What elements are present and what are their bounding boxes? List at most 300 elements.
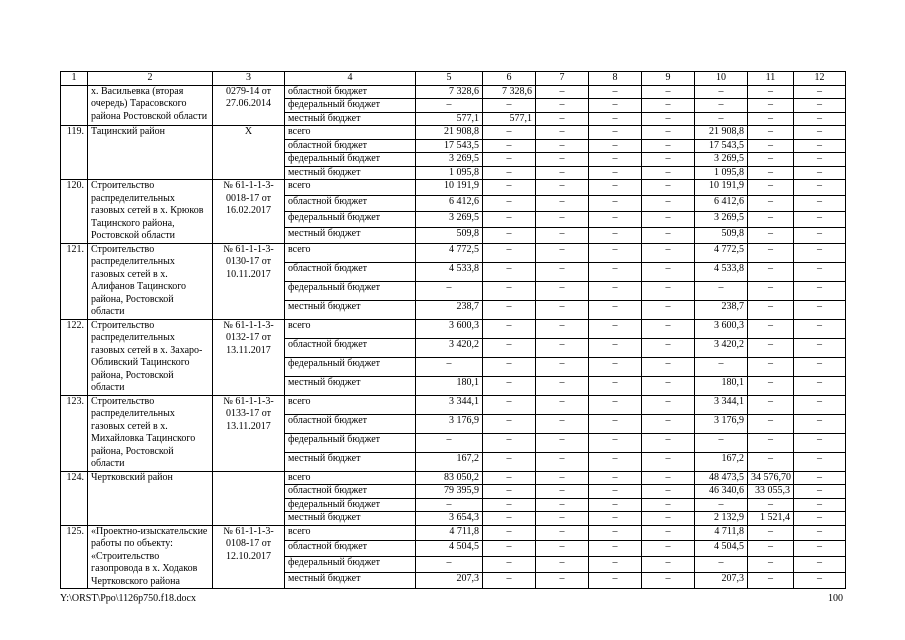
amount-cell: – bbox=[589, 227, 642, 243]
amount-cell: – bbox=[536, 414, 589, 433]
amount-cell: 167,2 bbox=[695, 452, 748, 471]
amount-cell: – bbox=[642, 99, 695, 113]
amount-cell: 7 328,6 bbox=[483, 85, 536, 99]
amount-cell: – bbox=[794, 338, 846, 357]
footer-page-number: 100 bbox=[828, 593, 843, 604]
amount-cell: – bbox=[536, 433, 589, 452]
expertise-number: № 61-1-1-3-0130-17 от 10.11.2017 bbox=[213, 243, 285, 319]
amount-cell: – bbox=[589, 376, 642, 395]
amount-cell: – bbox=[536, 525, 589, 541]
amount-cell: – bbox=[695, 112, 748, 126]
amount-cell: – bbox=[794, 211, 846, 227]
amount-cell: – bbox=[483, 195, 536, 211]
amount-cell: 180,1 bbox=[695, 376, 748, 395]
amount-cell: – bbox=[695, 433, 748, 452]
funding-source: всего bbox=[285, 180, 416, 196]
amount-cell: – bbox=[536, 195, 589, 211]
amount-cell: – bbox=[748, 227, 794, 243]
amount-cell: – bbox=[589, 557, 642, 573]
amount-cell: – bbox=[642, 166, 695, 180]
amount-cell: – bbox=[536, 557, 589, 573]
amount-cell: 3 344,1 bbox=[416, 395, 483, 414]
funding-source: федеральный бюджет bbox=[285, 498, 416, 512]
amount-cell: – bbox=[536, 338, 589, 357]
amount-cell: 33 055,3 bbox=[748, 485, 794, 499]
amount-cell: – bbox=[794, 262, 846, 281]
amount-cell: – bbox=[483, 227, 536, 243]
amount-cell: 577,1 bbox=[483, 112, 536, 126]
amount-cell: – bbox=[589, 85, 642, 99]
amount-cell: – bbox=[695, 357, 748, 376]
amount-cell: – bbox=[642, 195, 695, 211]
amount-cell: – bbox=[483, 376, 536, 395]
amount-cell: – bbox=[642, 395, 695, 414]
amount-cell: 6 412,6 bbox=[695, 195, 748, 211]
object-name: Тацинский район bbox=[88, 126, 213, 180]
table-row bbox=[61, 126, 846, 140]
amount-cell: – bbox=[483, 357, 536, 376]
amount-cell: 34 576,70 bbox=[748, 471, 794, 485]
amount-cell: – bbox=[536, 227, 589, 243]
amount-cell: 3 269,5 bbox=[416, 153, 483, 167]
amount-cell: – bbox=[589, 512, 642, 526]
amount-cell: – bbox=[748, 541, 794, 557]
amount-cell: 238,7 bbox=[695, 300, 748, 319]
amount-cell: 4 533,8 bbox=[695, 262, 748, 281]
amount-cell: – bbox=[794, 243, 846, 262]
amount-cell: – bbox=[642, 541, 695, 557]
amount-cell: 4 711,8 bbox=[695, 525, 748, 541]
amount-cell: – bbox=[536, 319, 589, 338]
row-number: 125. bbox=[61, 525, 88, 589]
amount-cell: 1 095,8 bbox=[416, 166, 483, 180]
amount-cell: – bbox=[794, 166, 846, 180]
amount-cell: – bbox=[748, 338, 794, 357]
amount-cell: 3 269,5 bbox=[416, 211, 483, 227]
amount-cell: – bbox=[483, 525, 536, 541]
funding-source: всего bbox=[285, 243, 416, 262]
amount-cell: – bbox=[794, 452, 846, 471]
amount-cell: – bbox=[483, 433, 536, 452]
amount-cell: – bbox=[794, 376, 846, 395]
amount-cell: – bbox=[536, 512, 589, 526]
amount-cell: – bbox=[536, 112, 589, 126]
row-number: 123. bbox=[61, 395, 88, 471]
table-row bbox=[61, 525, 846, 541]
amount-cell: – bbox=[589, 525, 642, 541]
amount-cell: – bbox=[642, 471, 695, 485]
amount-cell: – bbox=[748, 300, 794, 319]
amount-cell: – bbox=[536, 153, 589, 167]
amount-cell: – bbox=[416, 99, 483, 113]
amount-cell: – bbox=[642, 243, 695, 262]
amount-cell: – bbox=[589, 112, 642, 126]
table-row bbox=[61, 180, 846, 196]
amount-cell: – bbox=[483, 485, 536, 499]
amount-cell: – bbox=[483, 557, 536, 573]
column-number-row bbox=[61, 72, 846, 86]
expertise-number: 0279-14 от 27.06.2014 bbox=[213, 85, 285, 126]
amount-cell: – bbox=[536, 395, 589, 414]
amount-cell: – bbox=[748, 452, 794, 471]
amount-cell: 180,1 bbox=[416, 376, 483, 395]
amount-cell: 3 420,2 bbox=[416, 338, 483, 357]
expertise-number: № 61-1-1-3-0018-17 от 16.02.2017 bbox=[213, 180, 285, 244]
amount-cell: – bbox=[483, 338, 536, 357]
amount-cell: 3 600,3 bbox=[695, 319, 748, 338]
column-number-2: 2 bbox=[88, 72, 213, 86]
amount-cell: – bbox=[483, 180, 536, 196]
amount-cell: – bbox=[642, 452, 695, 471]
amount-cell: – bbox=[642, 211, 695, 227]
amount-cell: – bbox=[416, 357, 483, 376]
amount-cell: – bbox=[536, 139, 589, 153]
amount-cell: – bbox=[536, 211, 589, 227]
row-number: 120. bbox=[61, 180, 88, 244]
funding-source: областной бюджет bbox=[285, 414, 416, 433]
amount-cell: – bbox=[589, 300, 642, 319]
amount-cell: – bbox=[748, 195, 794, 211]
amount-cell: – bbox=[483, 512, 536, 526]
amount-cell: – bbox=[748, 180, 794, 196]
amount-cell: – bbox=[536, 180, 589, 196]
amount-cell: – bbox=[536, 99, 589, 113]
amount-cell: – bbox=[748, 319, 794, 338]
amount-cell: – bbox=[589, 471, 642, 485]
amount-cell: – bbox=[748, 153, 794, 167]
column-number-6: 6 bbox=[483, 72, 536, 86]
amount-cell: 4 504,5 bbox=[416, 541, 483, 557]
row-number: 122. bbox=[61, 319, 88, 395]
amount-cell: 4 711,8 bbox=[416, 525, 483, 541]
amount-cell: – bbox=[794, 180, 846, 196]
amount-cell: – bbox=[794, 573, 846, 589]
amount-cell: – bbox=[536, 281, 589, 300]
amount-cell: – bbox=[794, 414, 846, 433]
amount-cell: – bbox=[748, 126, 794, 140]
amount-cell: 2 132,9 bbox=[695, 512, 748, 526]
amount-cell: 167,2 bbox=[416, 452, 483, 471]
amount-cell: – bbox=[589, 166, 642, 180]
funding-source: федеральный бюджет bbox=[285, 281, 416, 300]
amount-cell: 3 420,2 bbox=[695, 338, 748, 357]
column-number-5: 5 bbox=[416, 72, 483, 86]
amount-cell: – bbox=[589, 414, 642, 433]
amount-cell: – bbox=[416, 557, 483, 573]
amount-cell: – bbox=[794, 541, 846, 557]
amount-cell: 3 176,9 bbox=[695, 414, 748, 433]
row-number: 121. bbox=[61, 243, 88, 319]
amount-cell: 207,3 bbox=[695, 573, 748, 589]
object-name: «Проектно-изыскательские работы по объекту: «Строительство газопровода в х. Ходаков Чертковского района bbox=[88, 525, 213, 589]
table-row bbox=[61, 471, 846, 485]
table-row bbox=[61, 243, 846, 262]
amount-cell: 17 543,5 bbox=[416, 139, 483, 153]
amount-cell: – bbox=[794, 433, 846, 452]
amount-cell: – bbox=[483, 414, 536, 433]
amount-cell: 238,7 bbox=[416, 300, 483, 319]
amount-cell: 21 908,8 bbox=[416, 126, 483, 140]
expertise-number: № 61-1-1-3-0133-17 от 13.11.2017 bbox=[213, 395, 285, 471]
amount-cell: – bbox=[794, 557, 846, 573]
amount-cell: – bbox=[748, 262, 794, 281]
funding-source: областной бюджет bbox=[285, 195, 416, 211]
amount-cell: – bbox=[748, 498, 794, 512]
amount-cell: – bbox=[794, 99, 846, 113]
amount-cell: – bbox=[536, 573, 589, 589]
amount-cell: – bbox=[483, 262, 536, 281]
amount-cell: – bbox=[642, 112, 695, 126]
amount-cell: – bbox=[416, 433, 483, 452]
funding-source: федеральный бюджет bbox=[285, 99, 416, 113]
amount-cell: – bbox=[483, 166, 536, 180]
amount-cell: – bbox=[536, 166, 589, 180]
column-number-9: 9 bbox=[642, 72, 695, 86]
amount-cell: – bbox=[695, 281, 748, 300]
row-number bbox=[61, 85, 88, 126]
amount-cell: – bbox=[642, 376, 695, 395]
amount-cell: – bbox=[642, 153, 695, 167]
amount-cell: 207,3 bbox=[416, 573, 483, 589]
amount-cell: – bbox=[794, 471, 846, 485]
column-number-7: 7 bbox=[536, 72, 589, 86]
funding-source: местный бюджет bbox=[285, 376, 416, 395]
budget-table bbox=[60, 71, 846, 589]
amount-cell: – bbox=[483, 395, 536, 414]
amount-cell: – bbox=[536, 541, 589, 557]
row-number: 124. bbox=[61, 471, 88, 525]
amount-cell: – bbox=[589, 452, 642, 471]
amount-cell: – bbox=[483, 541, 536, 557]
amount-cell: – bbox=[794, 512, 846, 526]
object-name: Строительство распределительных газовых сетей в х. Алифанов Тацинского района, Ростовской области bbox=[88, 243, 213, 319]
amount-cell: – bbox=[642, 126, 695, 140]
column-number-3: 3 bbox=[213, 72, 285, 86]
amount-cell: 7 328,6 bbox=[416, 85, 483, 99]
funding-source: местный бюджет bbox=[285, 227, 416, 243]
amount-cell: – bbox=[589, 433, 642, 452]
object-name: Строительство распределительных газовых сетей в х. Крюков Тацинского района, Ростовской области bbox=[88, 180, 213, 244]
amount-cell: – bbox=[642, 262, 695, 281]
amount-cell: – bbox=[642, 485, 695, 499]
amount-cell: 509,8 bbox=[695, 227, 748, 243]
amount-cell: 83 050,2 bbox=[416, 471, 483, 485]
funding-source: всего bbox=[285, 471, 416, 485]
amount-cell: – bbox=[483, 243, 536, 262]
amount-cell: 4 772,5 bbox=[416, 243, 483, 262]
amount-cell: – bbox=[794, 195, 846, 211]
amount-cell: – bbox=[483, 281, 536, 300]
amount-cell: – bbox=[748, 85, 794, 99]
amount-cell: – bbox=[589, 153, 642, 167]
amount-cell: – bbox=[536, 357, 589, 376]
amount-cell: – bbox=[794, 112, 846, 126]
amount-cell: – bbox=[642, 573, 695, 589]
amount-cell: – bbox=[794, 126, 846, 140]
amount-cell: – bbox=[642, 281, 695, 300]
amount-cell: – bbox=[642, 85, 695, 99]
amount-cell: – bbox=[589, 126, 642, 140]
amount-cell: – bbox=[483, 211, 536, 227]
amount-cell: – bbox=[589, 281, 642, 300]
amount-cell: – bbox=[642, 180, 695, 196]
expertise-number: Х bbox=[213, 126, 285, 180]
object-name: Чертковский район bbox=[88, 471, 213, 525]
amount-cell: – bbox=[483, 126, 536, 140]
amount-cell: – bbox=[794, 395, 846, 414]
amount-cell: 10 191,9 bbox=[416, 180, 483, 196]
funding-source: областной бюджет bbox=[285, 262, 416, 281]
amount-cell: – bbox=[483, 99, 536, 113]
funding-source: местный бюджет bbox=[285, 512, 416, 526]
amount-cell: – bbox=[748, 414, 794, 433]
amount-cell: 4 772,5 bbox=[695, 243, 748, 262]
amount-cell: – bbox=[483, 319, 536, 338]
amount-cell: 1 095,8 bbox=[695, 166, 748, 180]
funding-source: местный бюджет bbox=[285, 166, 416, 180]
amount-cell: – bbox=[642, 525, 695, 541]
amount-cell: – bbox=[483, 452, 536, 471]
amount-cell: – bbox=[536, 85, 589, 99]
amount-cell: 3 269,5 bbox=[695, 153, 748, 167]
expertise-number bbox=[213, 471, 285, 525]
amount-cell: 3 600,3 bbox=[416, 319, 483, 338]
table-row bbox=[61, 319, 846, 338]
amount-cell: – bbox=[483, 471, 536, 485]
amount-cell: – bbox=[483, 300, 536, 319]
amount-cell: – bbox=[748, 433, 794, 452]
funding-source: всего bbox=[285, 319, 416, 338]
amount-cell: – bbox=[748, 376, 794, 395]
amount-cell: – bbox=[589, 262, 642, 281]
funding-source: областной бюджет bbox=[285, 541, 416, 557]
funding-source: всего bbox=[285, 525, 416, 541]
amount-cell: 48 473,5 bbox=[695, 471, 748, 485]
amount-cell: – bbox=[794, 525, 846, 541]
amount-cell: – bbox=[642, 414, 695, 433]
amount-cell: 4 533,8 bbox=[416, 262, 483, 281]
amount-cell: – bbox=[589, 180, 642, 196]
amount-cell: – bbox=[416, 281, 483, 300]
amount-cell: – bbox=[483, 153, 536, 167]
amount-cell: – bbox=[536, 262, 589, 281]
funding-source: федеральный бюджет bbox=[285, 557, 416, 573]
amount-cell: 17 543,5 bbox=[695, 139, 748, 153]
amount-cell: – bbox=[483, 498, 536, 512]
amount-cell: 1 521,4 bbox=[748, 512, 794, 526]
amount-cell: – bbox=[536, 300, 589, 319]
amount-cell: – bbox=[642, 498, 695, 512]
amount-cell: 3 176,9 bbox=[416, 414, 483, 433]
funding-source: местный бюджет bbox=[285, 112, 416, 126]
funding-source: федеральный бюджет bbox=[285, 153, 416, 167]
column-number-4: 4 bbox=[285, 72, 416, 86]
amount-cell: – bbox=[589, 243, 642, 262]
amount-cell: – bbox=[748, 395, 794, 414]
funding-source: федеральный бюджет bbox=[285, 357, 416, 376]
amount-cell: – bbox=[589, 498, 642, 512]
amount-cell: 3 654,3 bbox=[416, 512, 483, 526]
column-number-1: 1 bbox=[61, 72, 88, 86]
funding-source: всего bbox=[285, 395, 416, 414]
funding-source: местный бюджет bbox=[285, 300, 416, 319]
amount-cell: – bbox=[416, 498, 483, 512]
amount-cell: – bbox=[748, 211, 794, 227]
amount-cell: – bbox=[794, 485, 846, 499]
amount-cell: 4 504,5 bbox=[695, 541, 748, 557]
amount-cell: 6 412,6 bbox=[416, 195, 483, 211]
amount-cell: – bbox=[695, 557, 748, 573]
amount-cell: – bbox=[642, 557, 695, 573]
amount-cell: – bbox=[589, 211, 642, 227]
amount-cell: – bbox=[536, 471, 589, 485]
funding-source: местный бюджет bbox=[285, 452, 416, 471]
amount-cell: – bbox=[483, 573, 536, 589]
amount-cell: – bbox=[748, 243, 794, 262]
funding-source: федеральный бюджет bbox=[285, 211, 416, 227]
amount-cell: 3 344,1 bbox=[695, 395, 748, 414]
amount-cell: – bbox=[642, 433, 695, 452]
amount-cell: – bbox=[642, 300, 695, 319]
amount-cell: – bbox=[794, 300, 846, 319]
amount-cell: – bbox=[748, 525, 794, 541]
expertise-number: № 61-1-1-3-0132-17 от 13.11.2017 bbox=[213, 319, 285, 395]
column-number-8: 8 bbox=[589, 72, 642, 86]
amount-cell: 79 395,9 bbox=[416, 485, 483, 499]
amount-cell: – bbox=[794, 357, 846, 376]
amount-cell: – bbox=[589, 319, 642, 338]
amount-cell: – bbox=[695, 498, 748, 512]
amount-cell: – bbox=[536, 498, 589, 512]
amount-cell: – bbox=[794, 227, 846, 243]
amount-cell: – bbox=[642, 227, 695, 243]
funding-source: всего bbox=[285, 126, 416, 140]
amount-cell: – bbox=[695, 99, 748, 113]
amount-cell: – bbox=[589, 541, 642, 557]
amount-cell: – bbox=[748, 357, 794, 376]
amount-cell: – bbox=[748, 99, 794, 113]
footer-file-path: Y:\ORST\Ppo\1126p750.f18.docx bbox=[60, 593, 196, 604]
amount-cell: – bbox=[589, 195, 642, 211]
amount-cell: – bbox=[536, 485, 589, 499]
amount-cell: – bbox=[642, 512, 695, 526]
table-row bbox=[61, 395, 846, 414]
amount-cell: – bbox=[536, 243, 589, 262]
amount-cell: – bbox=[589, 139, 642, 153]
funding-source: областной бюджет bbox=[285, 485, 416, 499]
amount-cell: – bbox=[794, 139, 846, 153]
funding-source: местный бюджет bbox=[285, 573, 416, 589]
amount-cell: – bbox=[748, 112, 794, 126]
amount-cell: – bbox=[589, 395, 642, 414]
amount-cell: – bbox=[748, 573, 794, 589]
amount-cell: 46 340,6 bbox=[695, 485, 748, 499]
amount-cell: 3 269,5 bbox=[695, 211, 748, 227]
amount-cell: 577,1 bbox=[416, 112, 483, 126]
amount-cell: 21 908,8 bbox=[695, 126, 748, 140]
amount-cell: – bbox=[748, 281, 794, 300]
funding-source: областной бюджет bbox=[285, 139, 416, 153]
amount-cell: – bbox=[589, 485, 642, 499]
amount-cell: – bbox=[642, 139, 695, 153]
funding-source: областной бюджет bbox=[285, 338, 416, 357]
amount-cell: 10 191,9 bbox=[695, 180, 748, 196]
object-name: Строительство распределительных газовых сетей в х. Михайловка Тацинского района, Ростовской области bbox=[88, 395, 213, 471]
amount-cell: – bbox=[483, 139, 536, 153]
amount-cell: – bbox=[748, 557, 794, 573]
amount-cell: – bbox=[695, 85, 748, 99]
amount-cell: – bbox=[589, 357, 642, 376]
